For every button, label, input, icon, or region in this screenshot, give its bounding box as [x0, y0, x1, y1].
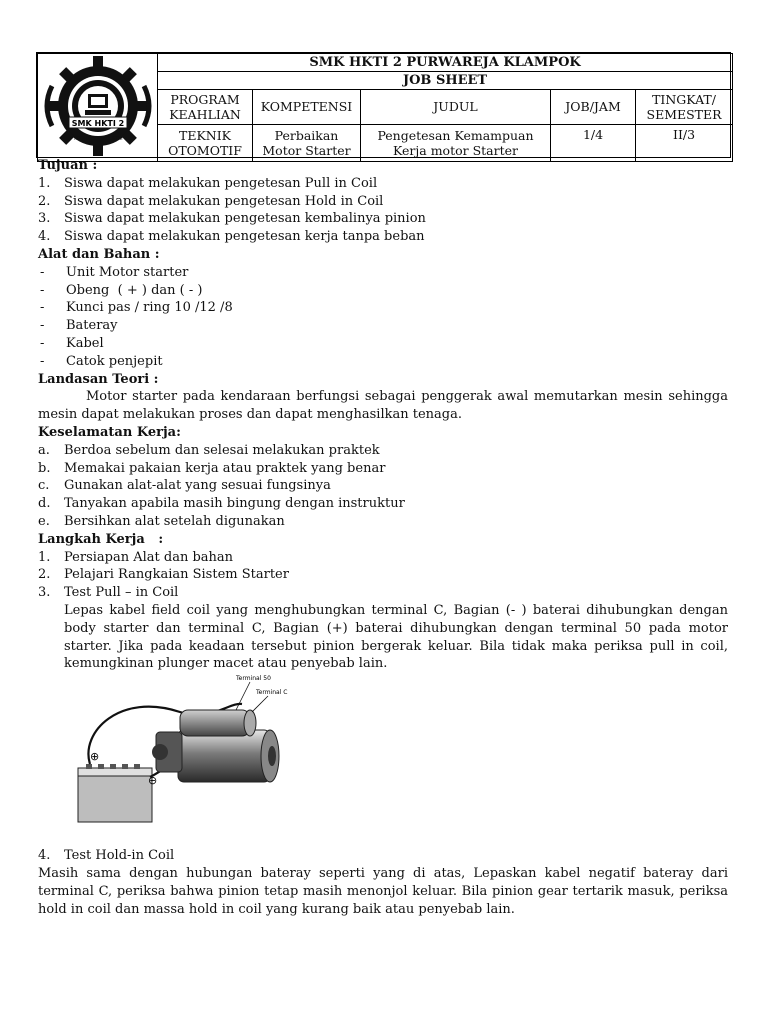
landasan-text: Motor starter pada kendaraan berfungsi sebagai penggerak awal memutarkan mesin sehingga mesin dapat melakukan proses dan dapat menghasilkan tenaga.	[38, 389, 728, 423]
list-item: - Bateray	[40, 318, 118, 334]
val-kompetensi: Perbaikan Motor Starter	[253, 124, 361, 161]
list-item: c. Gunakan alat-alat yang sesuai fungsinya	[38, 478, 331, 494]
plus-terminal-label: ⊕	[90, 750, 100, 763]
keselamatan-heading: Keselamatan Kerja:	[38, 424, 181, 440]
val-judul: Pengetesan Kemampuan Kerja motor Starter	[361, 124, 551, 161]
list-item: 1. Persiapan Alat dan bahan	[38, 549, 234, 565]
list-item: - Catok penjepit	[40, 353, 163, 369]
list-item: e. Bersihkan alat setelah digunakan	[38, 513, 285, 529]
list-item: 3. Test Pull – in Coil	[38, 585, 179, 601]
keselamatan-list	[38, 442, 728, 531]
starter-motor-icon	[152, 710, 279, 782]
list-item: 4. Siswa dapat melakukan pengetesan kerja tanpa beban	[38, 229, 425, 245]
col-kompetensi: KOMPETENSI	[253, 90, 361, 124]
battery-icon	[78, 764, 152, 822]
list-item: b. Memakai pakaian kerja atau praktek yang benar	[38, 460, 386, 476]
list-item: 4. Test Hold-in Coil	[38, 848, 175, 864]
val-program: TEKNIK OTOMOTIF	[158, 124, 253, 161]
tujuan-heading: Tujuan :	[38, 158, 98, 173]
logo-text-bottom: TEKNOLOGI INDUSTRI	[72, 137, 123, 142]
list-item: - Unit Motor starter	[40, 264, 189, 280]
school-name: SMK HKTI 2 PURWAREJA KLAMPOK	[158, 54, 733, 72]
list-item: - Kunci pas / ring 10 /12 /8	[40, 300, 233, 316]
minus-terminal-label: ⊖	[148, 774, 158, 787]
terminal-50-label: Terminal 50	[236, 675, 271, 682]
doc-type: JOB SHEET	[158, 71, 733, 90]
col-program: PROGRAM KEAHLIAN	[158, 90, 253, 124]
logo-text-top: SMK HKTI 2	[71, 119, 124, 128]
col-jobjam: JOB/JAM	[551, 90, 636, 124]
terminal-c-label: Terminal C	[256, 689, 288, 696]
list-item: 2. Pelajari Rangkaian Sistem Starter	[38, 567, 289, 583]
step3-description: Lepas kabel field coil yang menghubungkan terminal C, Bagian (- ) baterai dihubungkan dengan body starter dan terminal C, Bagian (+) baterai dihubungkan dengan terminal 50 pada motor starter. Jika pada keadaan tersebut pinion bergerak keluar. Bila tidak maka periksa pull in coil, kemungkinan plunger macet atau penyebab lain.	[64, 602, 728, 672]
list-item: - Obeng ( + ) dan ( - )	[40, 282, 203, 298]
list-item: d. Tanyakan apabila masih bingung dengan instruktur	[38, 496, 405, 512]
starter-test-figure	[60, 672, 300, 832]
list-item: 1. Siswa dapat melakukan pengetesan Pull in Coil	[38, 175, 378, 191]
alat-list	[38, 264, 728, 371]
langkah-heading: Langkah Kerja :	[38, 531, 164, 547]
col-judul: JUDUL	[361, 90, 551, 124]
list-item: a. Berdoa sebelum dan selesai melakukan praktek	[38, 442, 380, 458]
landasan-heading: Landasan Teori :	[38, 371, 159, 387]
col-tingkat: TINGKAT/ SEMESTER	[636, 90, 733, 124]
val-tingkat: II/3	[636, 124, 733, 161]
val-jobjam: 1/4	[551, 124, 636, 161]
header-table	[36, 52, 731, 158]
tujuan-list	[38, 175, 728, 246]
step4-description: Masih sama dengan hubungan bateray seperti yang di atas, Lepaskan kabel negatif bateray dari terminal C, periksa bahwa pinion tetap masih menonjol keluar. Bila pinion gear tertarik masuk, periksa hold in coil dan massa hold in coil yang kurang baik atau penyebab lain.	[38, 865, 728, 917]
alat-heading: Alat dan Bahan :	[38, 246, 160, 262]
list-item: 3. Siswa dapat melakukan pengetesan kembalinya pinion	[38, 211, 426, 227]
list-item: 2. Siswa dapat melakukan pengetesan Hold in Coil	[38, 193, 384, 209]
school-logo	[38, 54, 158, 162]
list-item: - Kabel	[40, 335, 104, 351]
